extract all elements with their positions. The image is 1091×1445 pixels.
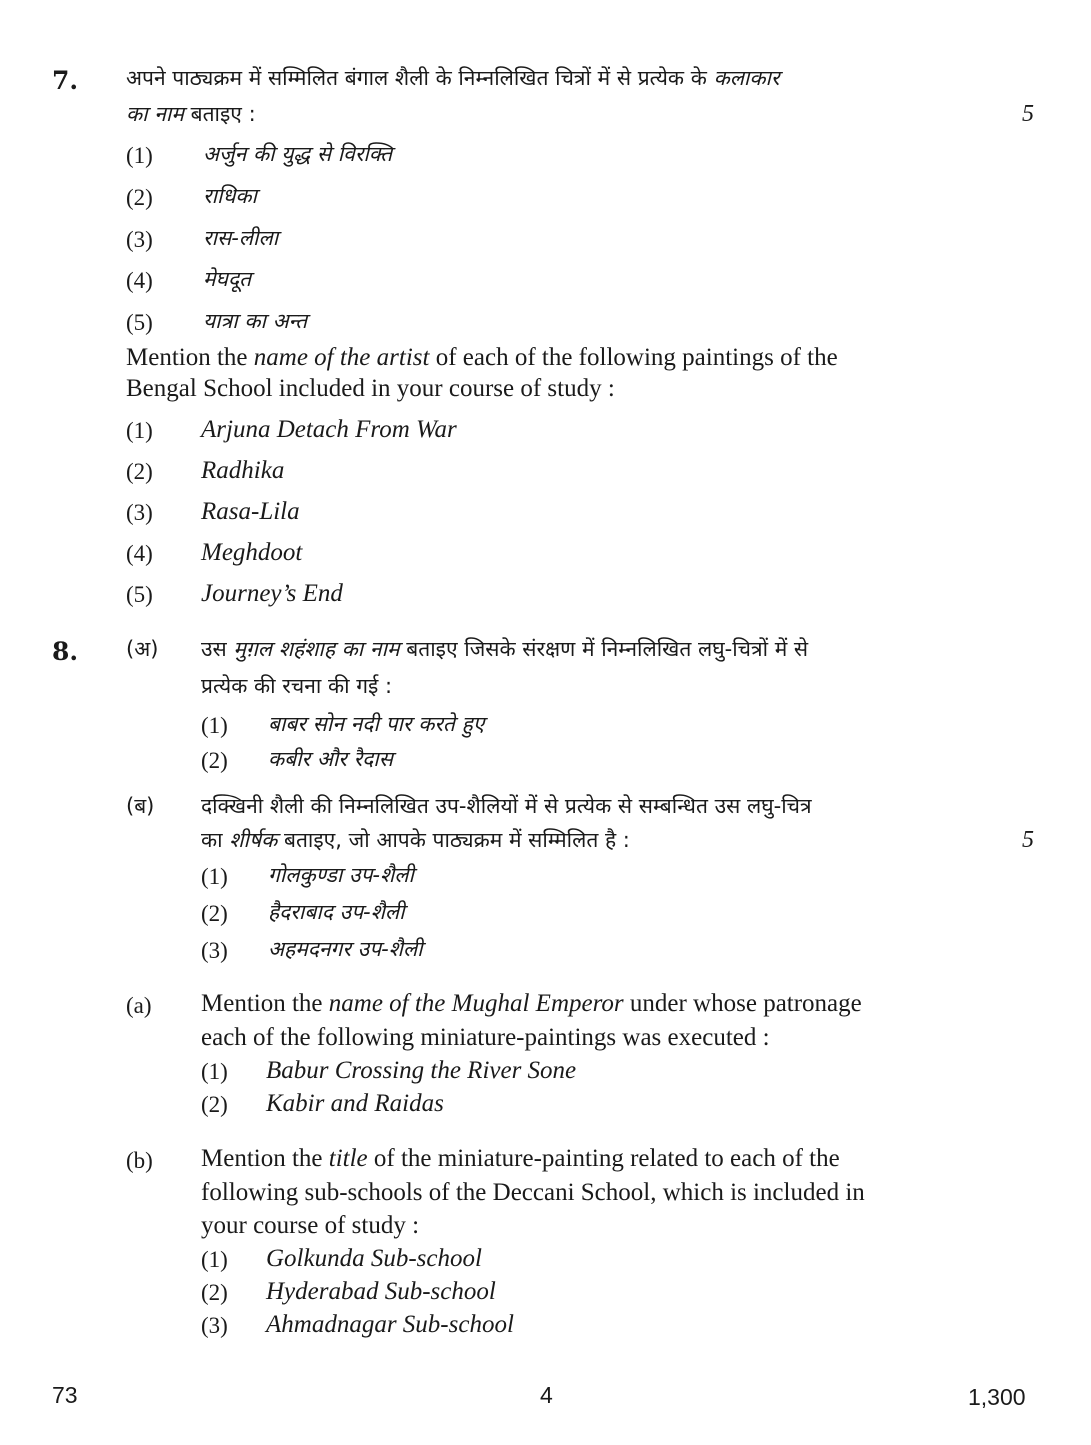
q8-part-a-hi-line-1 bbox=[201, 635, 808, 663]
q8-b-en-item-1-text: Golkunda Sub-school bbox=[266, 1245, 482, 1272]
q8-part-a-en-line-2: each of the following miniature-paintings was executed : bbox=[201, 1024, 770, 1051]
q7-en-item-3-number: (3) bbox=[126, 500, 153, 525]
q7-hi-item-5-number: (5) bbox=[126, 310, 153, 335]
q8-part-b-hi-label: (ब) bbox=[126, 794, 155, 818]
q8-part-b-en-line-1 bbox=[201, 1145, 840, 1173]
q8-a-hi-end: बताइए जिसके संरक्षण में निम्नलिखित लघु-चित्रों में से bbox=[406, 637, 809, 661]
q8-part-b-hi-line-2 bbox=[201, 826, 630, 854]
q7-en-item-3-text: Rasa-Lila bbox=[201, 498, 300, 525]
q8-b-hi-item-2-text: हैदराबाद उप-शैली bbox=[268, 900, 405, 924]
q8-b-hi-item-2-number: (2) bbox=[201, 901, 228, 926]
q8-a-hi-item-2-text: कबीर और रैदास bbox=[268, 747, 393, 771]
q8-part-b-en-line-2: following sub-schools of the Deccani School, which is included in bbox=[201, 1179, 865, 1206]
q8-b-hi-item-3-number: (3) bbox=[201, 938, 228, 963]
q7-en-item-1-number: (1) bbox=[126, 418, 153, 443]
q7-english-line-1 bbox=[126, 344, 838, 372]
q7-en-item-2-number: (2) bbox=[126, 459, 153, 484]
q8-b-hi-item-1-number: (1) bbox=[201, 864, 228, 889]
q8-a-en-item-1-number: (1) bbox=[201, 1059, 228, 1084]
footer-count: 1,300 bbox=[968, 1384, 1026, 1410]
q8-part-b-en-label: (b) bbox=[126, 1148, 153, 1173]
q8-b-en-start: Mention the bbox=[201, 1145, 323, 1172]
q8-part-b-hi-line-1: दक्खिनी शैली की निम्नलिखित उप-शैलियों में से प्रत्येक से सम्बन्धित उस लघु-चित्र bbox=[201, 794, 812, 818]
q7-hi-item-3-text: रास-लीला bbox=[203, 226, 279, 250]
q7-en-line-1-end: of each of the following paintings of the bbox=[435, 344, 838, 371]
q7-english-line-2: Bengal School included in your course of study : bbox=[126, 375, 615, 402]
q7-marks: 5 bbox=[1022, 101, 1034, 127]
q7-hindi-line-2-text: बताइए : bbox=[190, 102, 256, 126]
q8-part-a-en-line-1 bbox=[201, 990, 862, 1018]
q8-a-hi-emperor-emphasis: मुग़ल शहंशाह का नाम bbox=[233, 637, 400, 661]
q7-hindi-name-emphasis: का नाम bbox=[126, 102, 184, 126]
question-7-number: 7. bbox=[52, 66, 79, 95]
q8-a-en-start: Mention the bbox=[201, 990, 323, 1017]
q8-a-en-item-1-text: Babur Crossing the River Sone bbox=[266, 1057, 577, 1084]
q8-part-b-en-line-3: your course of study : bbox=[201, 1212, 420, 1239]
q8-b-en-end: of the miniature-painting related to each of the bbox=[373, 1145, 840, 1172]
q7-en-item-4-number: (4) bbox=[126, 541, 153, 566]
q7-hi-item-5-text: यात्रा का अन्त bbox=[203, 309, 308, 333]
q8-a-en-item-2-text: Kabir and Raidas bbox=[266, 1090, 444, 1117]
q8-b-hi-item-1-text: गोलकुण्डा उप-शैली bbox=[268, 863, 414, 887]
q8-b-hi-title-emphasis: शीर्षक bbox=[229, 828, 278, 852]
q7-en-item-5-number: (5) bbox=[126, 582, 153, 607]
footer-code: 73 bbox=[52, 1382, 78, 1408]
q8-b-hi-end: बताइए, जो आपके पाठ्यक्रम में सम्मिलित है : bbox=[283, 828, 630, 852]
q8-a-hi-item-1-number: (1) bbox=[201, 713, 228, 738]
q7-hi-item-1-number: (1) bbox=[126, 143, 153, 168]
q8-b-hi-item-3-text: अहमदनगर उप-शैली bbox=[268, 937, 423, 961]
q8-b-en-item-1-number: (1) bbox=[201, 1247, 228, 1272]
q8-part-a-hi-label: (अ) bbox=[126, 637, 159, 661]
q7-hi-item-1-text: अर्जुन की युद्ध से विरक्ति bbox=[203, 142, 393, 166]
q7-hindi-line-1-text: अपने पाठ्यक्रम में सम्मिलित बंगाल शैली के निम्नलिखित चित्रों में से प्रत्येक के bbox=[126, 66, 707, 90]
q8-b-en-title-emphasis: title bbox=[328, 1145, 368, 1172]
q8-b-en-item-2-number: (2) bbox=[201, 1280, 228, 1305]
q7-en-item-5-text: Journey’s End bbox=[201, 580, 343, 607]
q7-hi-item-2-text: राधिका bbox=[203, 184, 257, 208]
q7-hindi-artist-emphasis: कलाकार bbox=[713, 66, 780, 90]
q7-hi-item-3-number: (3) bbox=[126, 227, 153, 252]
q8-part-a-en-label: (a) bbox=[126, 993, 152, 1018]
q7-hindi-line-2 bbox=[126, 100, 256, 128]
q8-a-hi-start: उस bbox=[201, 637, 227, 661]
q8-a-en-emperor-emphasis: name of the Mughal Emperor bbox=[328, 990, 624, 1017]
q8-part-a-hi-line-2: प्रत्येक की रचना की गई : bbox=[201, 674, 393, 698]
q7-hi-item-4-number: (4) bbox=[126, 268, 153, 293]
q7-en-item-4-text: Meghdoot bbox=[201, 539, 303, 566]
footer-page-number: 4 bbox=[540, 1382, 553, 1408]
q7-en-item-1-text: Arjuna Detach From War bbox=[201, 416, 457, 443]
q7-en-item-2-text: Radhika bbox=[201, 457, 285, 484]
q7-hi-item-2-number: (2) bbox=[126, 185, 153, 210]
q7-hi-item-4-text: मेघदूत bbox=[203, 267, 252, 291]
q8-marks: 5 bbox=[1022, 827, 1034, 853]
q8-b-en-item-2-text: Hyderabad Sub-school bbox=[266, 1278, 496, 1305]
q8-a-hi-item-2-number: (2) bbox=[201, 748, 228, 773]
q8-a-en-end: under whose patronage bbox=[629, 990, 862, 1017]
q7-hindi-line-1 bbox=[126, 64, 780, 92]
q7-en-line-1-start: Mention the bbox=[126, 344, 248, 371]
q8-b-hi-start: का bbox=[201, 828, 223, 852]
q7-en-artist-emphasis: name of the artist bbox=[253, 344, 430, 371]
q8-b-en-item-3-number: (3) bbox=[201, 1313, 228, 1338]
question-8-number: 8. bbox=[52, 637, 79, 666]
q8-a-en-item-2-number: (2) bbox=[201, 1092, 228, 1117]
q8-a-hi-item-1-text: बाबर सोन नदी पार करते हुए bbox=[268, 712, 485, 736]
q8-b-en-item-3-text: Ahmadnagar Sub-school bbox=[266, 1311, 514, 1338]
